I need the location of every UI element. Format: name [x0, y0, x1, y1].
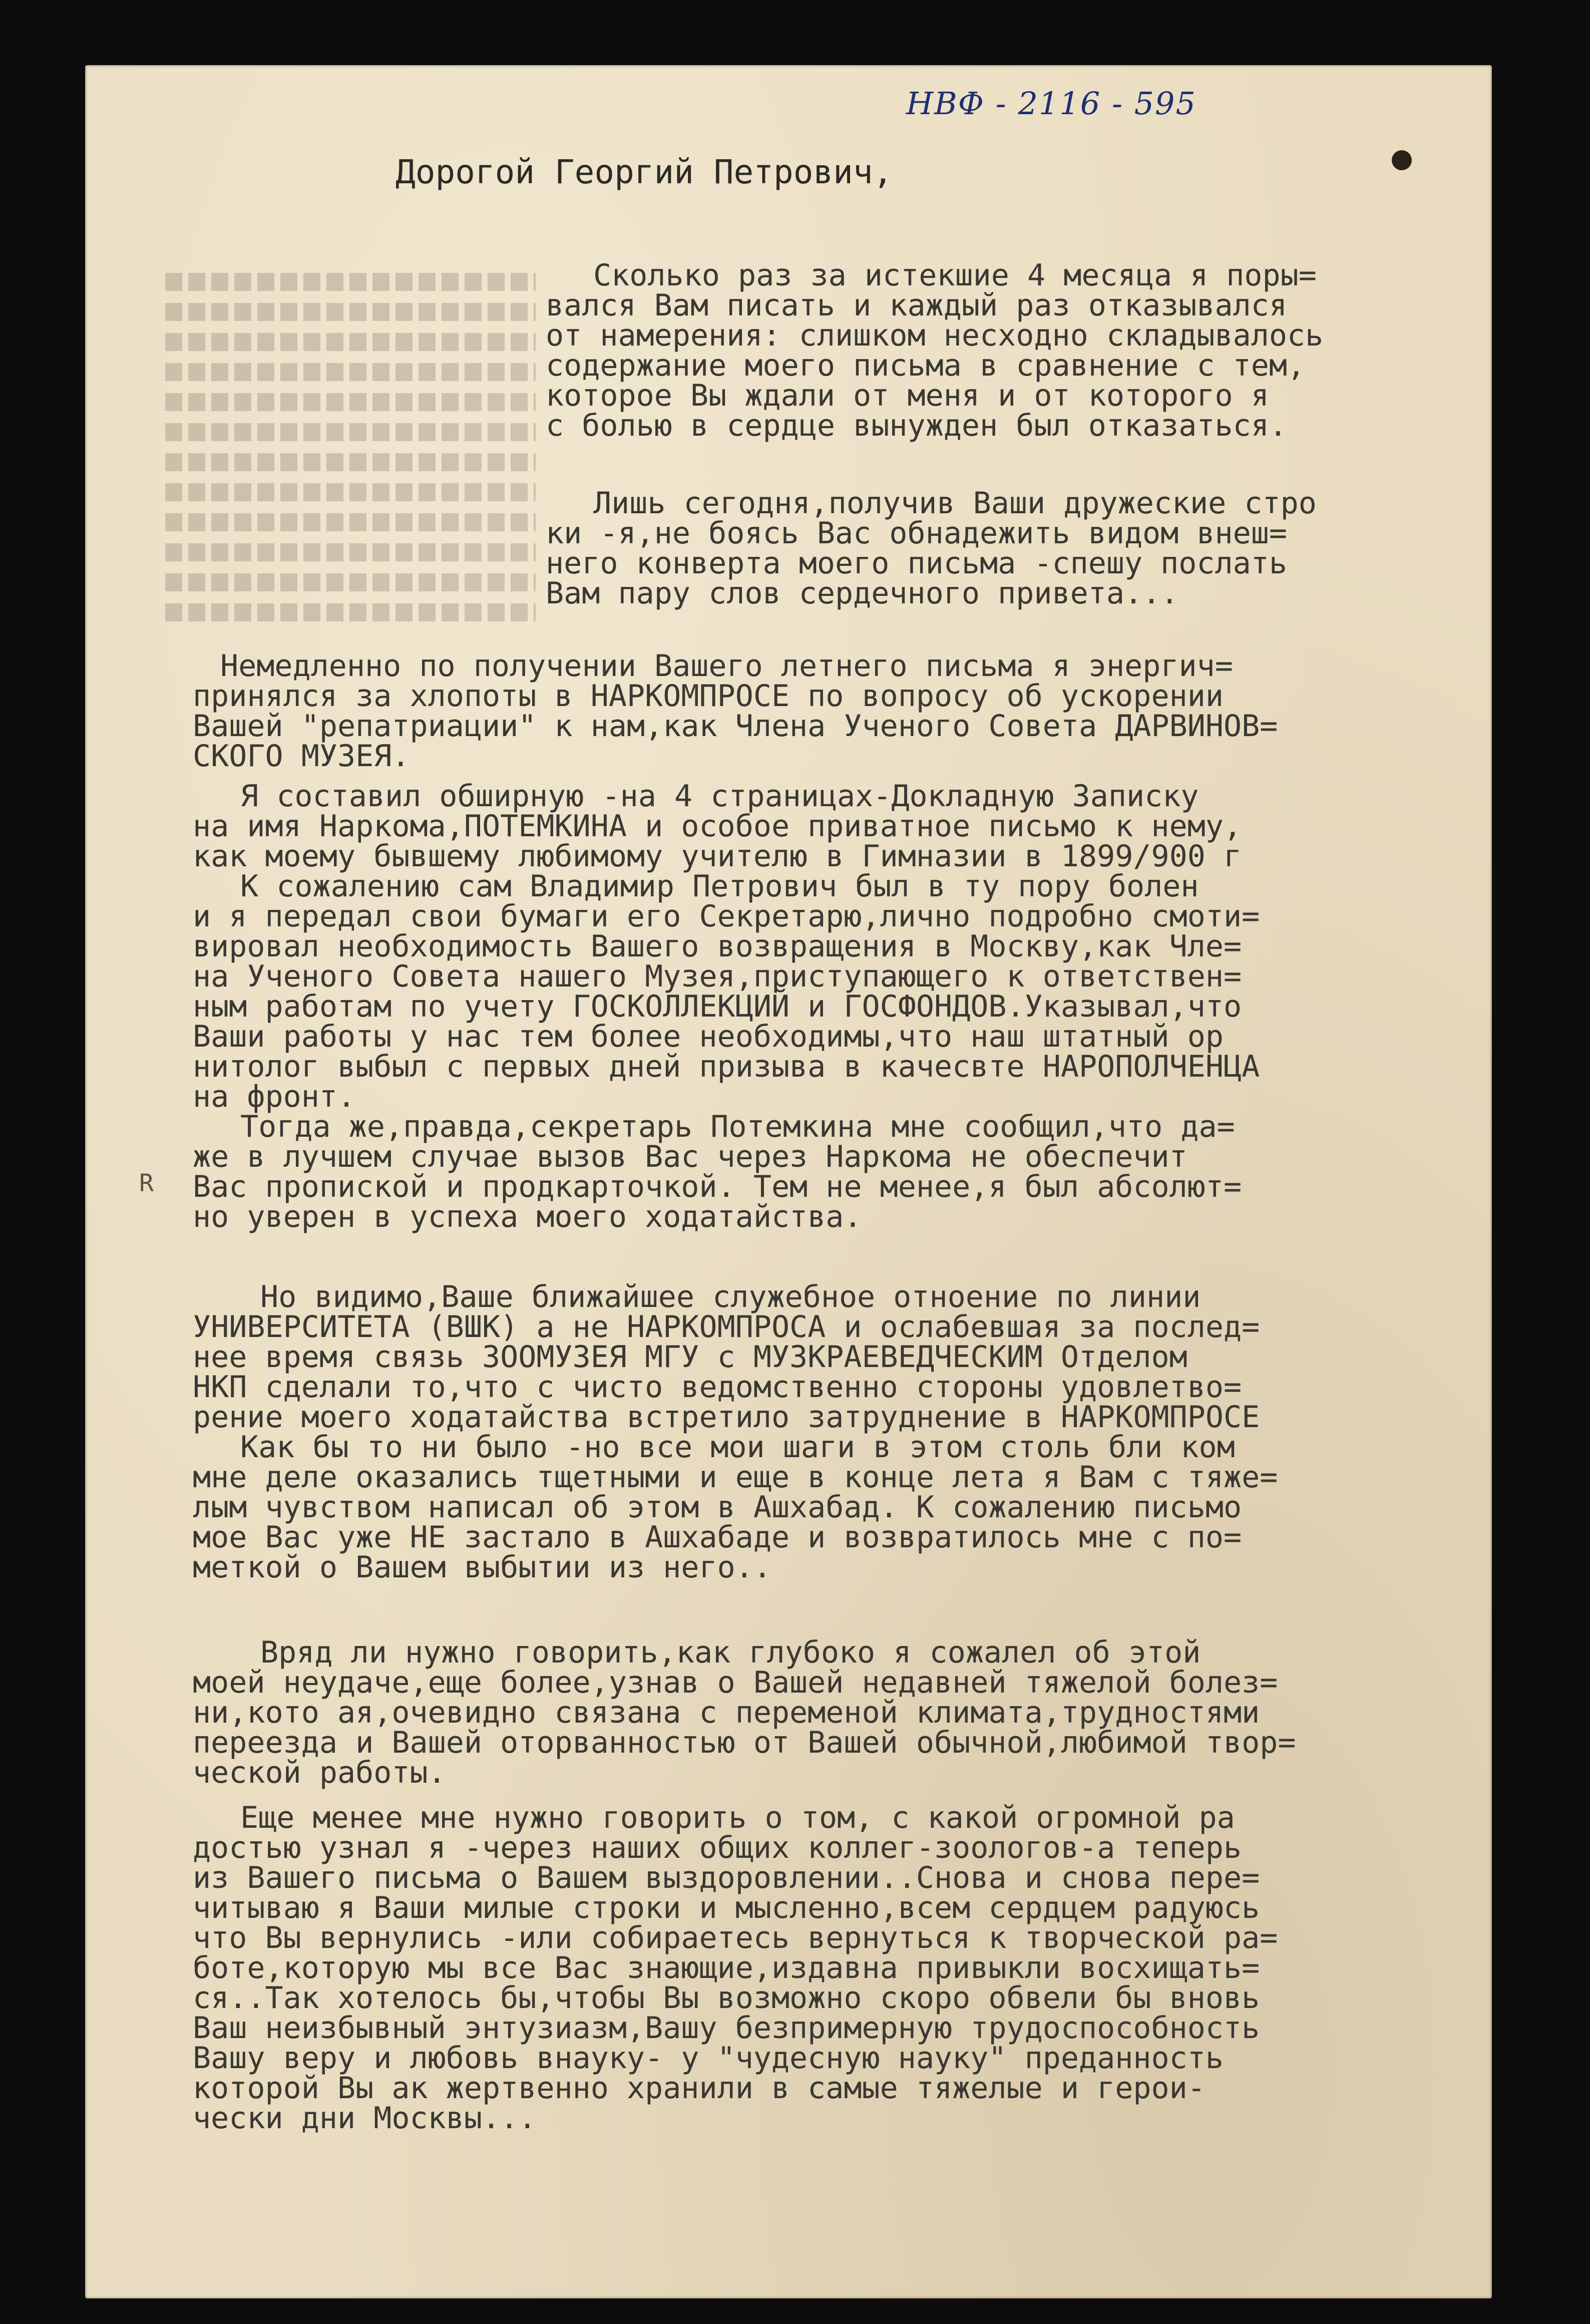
- text-line: мое Вас уже НЕ застало в Ашхабаде и возвратилось мне с по=: [193, 1520, 1242, 1555]
- faded-margin-text: [165, 393, 536, 411]
- text-line: принялся за хлопоты в НАРКОМПРОСЕ по вопросу об ускорении: [193, 679, 1224, 714]
- text-line: содержание моего письма в сравнение с тем,: [546, 348, 1306, 383]
- text-line: читываю я Ваши милые строки и мысленно,всем сердцем радуюсь: [193, 1890, 1260, 1925]
- text-line: ни,кото ая,очевидно связана с переменой климата,трудностями: [193, 1695, 1260, 1730]
- text-line: Я составил обширную -на 4 страницах-Докладную Записку: [240, 779, 1199, 814]
- faded-margin-text: [165, 543, 536, 561]
- faded-margin-text: [165, 603, 536, 621]
- text-line: чески дни Москвы...: [193, 2101, 537, 2136]
- faded-margin-text: [165, 273, 536, 291]
- faded-margin-text: [165, 333, 536, 351]
- text-line: Немедленно по получении Вашего летнего письма я энергич=: [220, 648, 1233, 684]
- text-line: К сожалению сам Владимир Петрович был в ту пору болен: [240, 869, 1199, 904]
- text-line: достью узнал я -через наших общих коллег-зоологов-а теперь: [193, 1830, 1242, 1865]
- text-line: Сколько раз за истекшие 4 месяца я поры=: [593, 258, 1317, 293]
- text-line: моей неудаче,еще более,узнав о Вашей недавней тяжелой болез=: [193, 1665, 1278, 1700]
- text-line: но уверен в успеха моего ходатайства.: [193, 1199, 862, 1234]
- margin-mark: R: [139, 1169, 154, 1197]
- text-line: лым чувством написал об этом в Ашхабад. К сожалению письмо: [193, 1490, 1242, 1525]
- text-line: из Вашего письма о Вашем выздоровлении..Снова и снова пере=: [193, 1860, 1260, 1895]
- text-line: Еще менее мне нужно говорить о том, с какой огромной ра: [240, 1800, 1235, 1835]
- faded-margin-text: [165, 513, 536, 531]
- text-line: которой Вы ак жертвенно хранили в самые тяжелые и герои-: [193, 2071, 1206, 2106]
- faded-margin-text: [165, 483, 536, 501]
- greeting: Дорогой Георгий Петрович,: [395, 153, 893, 191]
- text-line: ся..Так хотелось бы,чтобы Вы возможно скоро обвели бы вновь: [193, 1980, 1260, 2016]
- text-line: Вашу веру и любовь внауку- у "чудесную науку" преданность: [193, 2041, 1224, 2076]
- text-line: Тогда же,правда,секретарь Потемкина мне сообщил,что да=: [240, 1109, 1235, 1144]
- text-line: с болью в сердце вынужден был отказаться.: [546, 408, 1288, 443]
- text-line: на имя Наркома,ПОТЕМКИНА и особое приватное письмо к нему,: [193, 809, 1242, 844]
- text-line: боте,которую мы все Вас знающие,издавна привыкли восхищать=: [193, 1950, 1260, 1985]
- text-line: Ваш неизбывный энтузиазм,Вашу безпримерную трудоспособность: [193, 2011, 1260, 2046]
- text-line: вался Вам писать и каждый раз отказывался: [546, 288, 1288, 323]
- faded-margin-text: [165, 423, 536, 441]
- text-line: Вряд ли нужно говорить,как глубоко я сожалел об этой: [260, 1635, 1201, 1670]
- text-line: Лишь сегодня,получив Ваши дружеские стро: [593, 486, 1317, 521]
- text-line: которое Вы ждали от меня и от которого я: [546, 378, 1269, 413]
- archive-number: НВФ - 2116 - 595: [906, 85, 1197, 122]
- text-line: же в лучшем случае вызов Вас через Наркома не обеспечит: [193, 1139, 1187, 1174]
- punch-hole: [1392, 150, 1412, 170]
- text-line: вировал необходимость Вашего возвращения в Москву,как Чле=: [193, 929, 1242, 964]
- text-line: Вашей "репатриации" к нам,как Члена Ученого Совета ДАРВИНОВ=: [193, 709, 1278, 744]
- faded-margin-text: [165, 363, 536, 381]
- text-line: СКОГО МУЗЕЯ.: [193, 739, 410, 774]
- text-line: нее время связь ЗООМУЗЕЯ МГУ с МУЗКРАЕВЕДЧЕСКИМ Отделом: [193, 1340, 1187, 1375]
- text-line: как моему бывшему любимому учителю в Гимназии в 1899/900 г: [193, 839, 1242, 874]
- text-line: рение моего ходатайства встретило затруднение в НАРКОМПРОСЕ: [193, 1400, 1260, 1435]
- faded-margin-text: [165, 573, 536, 591]
- faded-margin-text: [165, 453, 536, 471]
- faded-margin-text: [165, 303, 536, 321]
- text-line: Вам пару слов сердечного привета...: [546, 576, 1179, 611]
- text-line: на фронт.: [193, 1079, 356, 1114]
- text-line: что Вы вернулись -или собираетесь вернуться к творческой ра=: [193, 1920, 1278, 1955]
- text-line: и я передал свои бумаги его Секретарю,лично подробно смоти=: [193, 899, 1260, 934]
- text-line: на Ученого Совета нашего Музея,приступающего к ответствен=: [193, 959, 1242, 994]
- text-line: него конверта моего письма -спешу послать: [546, 546, 1288, 581]
- text-line: Вас пропиской и продкарточкой. Тем не менее,я был абсолют=: [193, 1169, 1242, 1204]
- text-line: меткой о Вашем выбытии из него..: [193, 1550, 771, 1585]
- text-line: Как бы то ни было -но все мои шаги в этом столь бли ком: [240, 1430, 1235, 1465]
- text-line: мне деле оказались тщетными и еще в конце лета я Вам с тяже=: [193, 1460, 1278, 1495]
- text-line: НКП сделали то,что с чисто ведомственно стороны удовлетво=: [193, 1370, 1242, 1405]
- text-line: переезда и Вашей оторванностью от Вашей обычной,любимой твор=: [193, 1725, 1296, 1760]
- text-line: ки -я,не боясь Вас обнадежить видом внеш=: [546, 516, 1288, 551]
- text-line: от намерения: слишком несходно складывалось: [546, 318, 1324, 353]
- text-line: ным работам по учету ГОСКОЛЛЕКЦИЙ и ГОСФОНДОВ.Указывал,что: [193, 989, 1242, 1024]
- text-line: Но видимо,Ваше ближайшее служебное отноение по линии: [260, 1279, 1201, 1314]
- text-line: нитолог выбыл с первых дней призыва в качесвте НАРОПОЛЧЕНЦА: [193, 1049, 1260, 1084]
- text-line: УНИВЕРСИТЕТА (ВШК) а не НАРКОМПРОСА и ослабевшая за послед=: [193, 1309, 1260, 1345]
- text-line: ческой работы.: [193, 1755, 446, 1790]
- text-line: Ваши работы у нас тем более необходимы,что наш штатный ор: [193, 1019, 1224, 1054]
